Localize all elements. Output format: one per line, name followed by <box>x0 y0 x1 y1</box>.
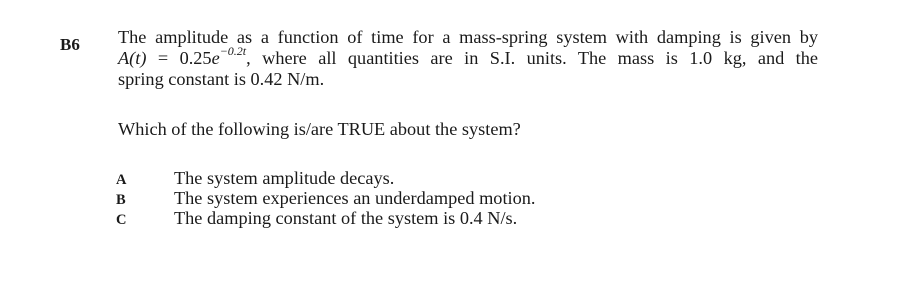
option-letter: A <box>116 172 127 188</box>
option-a <box>116 168 535 188</box>
option-text: The damping constant of the system is 0.4 N/s. <box>174 208 518 228</box>
exponential-base: e <box>211 48 220 68</box>
option-c <box>116 208 535 228</box>
stem-line-2-rest: , where all quantities are in S.I. units. The mass is 1.0 kg, and the <box>246 48 818 68</box>
option-b <box>116 188 535 208</box>
option-text: The system amplitude decays. <box>174 168 395 188</box>
stem-line-3: spring constant is 0.42 N/m. <box>118 69 325 89</box>
option-letter: C <box>116 212 127 228</box>
option-letter: B <box>116 192 126 208</box>
stem-line-2 <box>118 43 818 69</box>
option-text: The system experiences an underdamped motion. <box>174 188 536 208</box>
exponent: −0.2t <box>219 43 247 58</box>
stem-line-1: The amplitude as a function of time for a mass-spring system with damping is given by <box>118 27 818 47</box>
options-list <box>116 168 535 228</box>
amplitude-function: A(t) <box>118 48 147 68</box>
equation-coefficient: = 0.25 <box>146 48 212 68</box>
question-number: B6 <box>60 35 80 54</box>
question-prompt: Which of the following is/are TRUE about the system? <box>118 119 521 139</box>
question-stem <box>118 27 818 90</box>
